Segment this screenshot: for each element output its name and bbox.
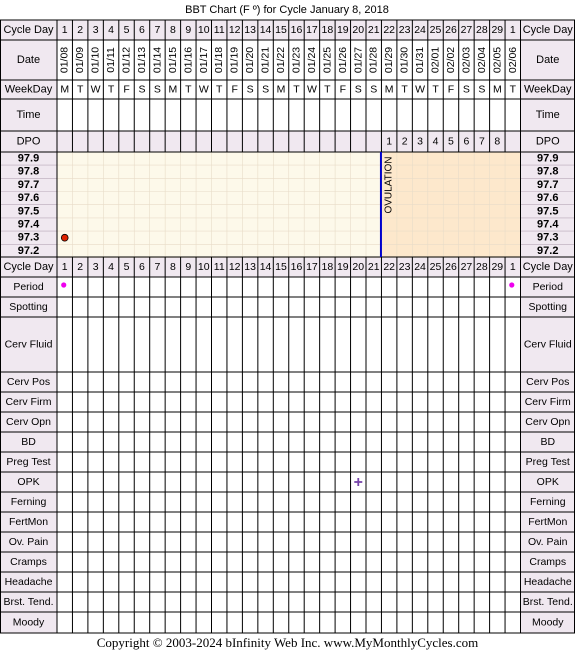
weekday-label: M xyxy=(276,83,286,96)
cycle-day-row-bg xyxy=(0,20,575,40)
cycle-day-number: 4 xyxy=(108,24,114,36)
obs-row-label: Period xyxy=(13,281,44,293)
cycle-day-number: 17 xyxy=(306,261,318,273)
cycle-day-number: 22 xyxy=(383,24,396,36)
cycle-day-number: 5 xyxy=(123,24,130,36)
obs-row-label: Spotting xyxy=(9,301,48,313)
cycle-day-number: 18 xyxy=(321,24,334,36)
row-label: DPO xyxy=(535,135,560,148)
obs-row-label: Cramps xyxy=(529,556,567,568)
weekday-label: W xyxy=(90,83,101,96)
cycle-day-number: 20 xyxy=(352,261,365,273)
dpo-number: 4 xyxy=(432,135,439,148)
weekday-label: T xyxy=(293,83,300,96)
row-label: Cycle Day xyxy=(522,261,573,273)
temp-label: 97.2 xyxy=(537,244,559,257)
cycle-day-number: 22 xyxy=(383,261,396,273)
cycle-day-number: 5 xyxy=(123,261,130,273)
obs-row-label: Preg Test xyxy=(525,456,570,468)
row-label: Time xyxy=(16,109,41,121)
period-mark xyxy=(61,282,66,287)
row-label: Cycle Day xyxy=(3,261,54,273)
cycle-day-number: 11 xyxy=(213,261,225,273)
cycle-day-number: 1 xyxy=(61,24,68,36)
date-label: 01/29 xyxy=(383,46,396,74)
weekday-label: M xyxy=(60,83,70,96)
cycle-day-number: 12 xyxy=(228,261,241,273)
dpo-number: 7 xyxy=(478,135,485,148)
obs-row-label: Cerv Fluid xyxy=(523,338,572,351)
date-label: 02/04 xyxy=(475,46,488,74)
obs-row-label: Cerv Fluid xyxy=(4,338,53,351)
weekday-label: S xyxy=(262,83,270,96)
weekday-label: T xyxy=(107,83,115,96)
cycle-day-number: 10 xyxy=(197,24,210,36)
cycle-day-number: 28 xyxy=(476,261,488,273)
temp-label: 97.7 xyxy=(537,178,559,191)
weekday-label: T xyxy=(216,83,223,96)
weekday-label: W xyxy=(415,83,426,96)
cycle-day-number: 26 xyxy=(445,261,457,273)
weekday-label: T xyxy=(432,83,439,96)
date-label: 01/18 xyxy=(213,46,226,74)
cycle-day-number: 11 xyxy=(213,24,225,36)
row-label: WeekDay xyxy=(524,83,572,96)
obs-row-label: Preg Test xyxy=(6,456,51,468)
date-label: 02/05 xyxy=(491,46,504,74)
date-label: 02/03 xyxy=(460,46,473,74)
obs-row-label: Cerv Firm xyxy=(524,396,571,408)
date-label: 01/08 xyxy=(58,46,71,74)
obs-row-label: Headache xyxy=(523,576,572,588)
cycle-day-number: 29 xyxy=(491,261,504,273)
row-label: Cycle Day xyxy=(522,24,573,36)
obs-row-label: Ferning xyxy=(529,496,566,508)
cycle-day-number: 21 xyxy=(367,24,380,36)
obs-row-label: Cramps xyxy=(10,556,47,568)
date-label: 01/12 xyxy=(120,46,133,74)
weekday-label: S xyxy=(478,83,486,96)
weekday-label: S xyxy=(462,83,470,96)
cycle-day-number: 3 xyxy=(92,261,99,273)
cycle-day-number: 27 xyxy=(460,261,473,273)
cycle-day-number: 7 xyxy=(154,24,161,36)
obs-row-label: BD xyxy=(21,436,36,448)
cycle-day-number: 14 xyxy=(259,261,272,273)
cycle-day-number: 4 xyxy=(108,261,114,273)
chart-title: BBT Chart (F º) for Cycle January 8, 2018 xyxy=(185,4,389,16)
dpo-number: 5 xyxy=(448,135,454,148)
cycle-day-number: 9 xyxy=(185,261,192,273)
cycle-day-number: 24 xyxy=(414,24,426,36)
temp-label: 97.4 xyxy=(17,218,40,231)
weekday-label: T xyxy=(185,83,192,96)
weekday-label: F xyxy=(231,83,238,96)
weekday-label: F xyxy=(339,83,347,96)
obs-row-label: Ov. Pain xyxy=(8,536,49,548)
cycle-day-number: 25 xyxy=(429,261,442,273)
obs-row-label: Ferning xyxy=(10,496,47,508)
cycle-day-number: 26 xyxy=(445,24,457,36)
dpo-row-bg xyxy=(0,131,575,152)
cycle-day-number: 24 xyxy=(414,261,426,273)
cycle-day-number: 6 xyxy=(139,24,145,36)
cycle-day-number: 2 xyxy=(77,24,84,36)
cycle-day-number: 19 xyxy=(336,24,349,36)
date-label: 02/06 xyxy=(506,46,519,74)
temp-label: 97.6 xyxy=(17,192,40,205)
weekday-label: T xyxy=(509,83,516,96)
temp-label: 97.8 xyxy=(537,165,559,178)
temperature-point xyxy=(61,234,68,241)
obs-row-label: FertMon xyxy=(528,516,568,528)
temp-label: 97.2 xyxy=(17,244,40,257)
dpo-number: 1 xyxy=(386,135,393,148)
cycle-day-number: 8 xyxy=(169,24,176,36)
weekday-label: F xyxy=(123,83,130,96)
obs-row-label: Spotting xyxy=(528,301,568,313)
weekday-label: F xyxy=(447,83,455,96)
ovulation-label: OVULATION xyxy=(383,156,395,214)
cycle-day-number: 15 xyxy=(275,24,287,36)
obs-row-label: OPK xyxy=(536,476,559,488)
weekday-label: S xyxy=(138,83,146,96)
cycle-day-number: 28 xyxy=(476,24,488,36)
temp-label: 97.9 xyxy=(537,152,559,165)
cycle-day-number: 12 xyxy=(228,24,241,36)
date-label: 01/13 xyxy=(135,46,148,74)
obs-row-label: Period xyxy=(532,281,563,293)
obs-row-label: Ov. Pain xyxy=(528,536,568,548)
obs-row-label: Cerv Opn xyxy=(525,416,571,428)
temp-label: 97.4 xyxy=(537,218,559,231)
cycle-day-number: 2 xyxy=(77,261,84,273)
cycle-day-number: 17 xyxy=(306,24,318,36)
date-label: 01/30 xyxy=(398,46,411,74)
weekday-label: M xyxy=(168,83,178,96)
temp-label: 97.5 xyxy=(17,205,40,218)
obs-row-label: Moody xyxy=(12,616,45,629)
temp-label: 97.3 xyxy=(17,231,40,244)
obs-row-label: Cerv Opn xyxy=(6,416,51,428)
row-label: Date xyxy=(536,54,560,66)
dpo-number: 3 xyxy=(417,135,423,148)
cycle-day-number: 10 xyxy=(197,261,210,273)
cycle-day-number: 13 xyxy=(244,261,256,273)
weekday-label: S xyxy=(354,83,362,96)
cycle-day-number: 1 xyxy=(509,261,516,273)
date-label: 01/11 xyxy=(105,47,118,73)
date-label: 01/23 xyxy=(290,46,303,74)
cycle-day-number: 29 xyxy=(491,24,504,36)
dpo-number: 6 xyxy=(463,135,470,148)
weekday-label: T xyxy=(401,83,408,96)
cycle-day-number: 27 xyxy=(460,24,473,36)
date-label: 01/14 xyxy=(151,46,164,74)
cycle-day-number: 16 xyxy=(290,261,303,273)
date-label: 01/20 xyxy=(244,46,257,74)
temp-label: 97.3 xyxy=(537,231,559,244)
date-label: 01/17 xyxy=(197,46,210,74)
weekday-label: T xyxy=(324,83,331,96)
row-label: Date xyxy=(16,54,41,66)
cycle-day-number: 21 xyxy=(367,261,380,273)
copyright-footer: Copyright © 2003-2024 bInfinity Web Inc. www.MyMonthlyCycles.com xyxy=(96,635,479,650)
row-label: WeekDay xyxy=(4,83,53,96)
cycle-day-number: 23 xyxy=(398,261,411,273)
obs-row-label: BD xyxy=(540,436,556,448)
temp-label: 97.9 xyxy=(17,152,40,165)
obs-row-label: Cerv Pos xyxy=(526,376,570,388)
date-label: 01/28 xyxy=(367,46,380,74)
date-label: 01/15 xyxy=(166,46,179,74)
cycle-day-row-bg xyxy=(0,257,575,277)
cycle-day-number: 23 xyxy=(398,24,411,36)
date-label: 02/02 xyxy=(444,46,457,74)
weekday-label: M xyxy=(492,83,502,96)
obs-row-label: Moody xyxy=(531,616,564,629)
temp-label: 97.7 xyxy=(17,178,40,191)
cycle-day-number: 7 xyxy=(154,261,161,273)
cycle-day-number: 25 xyxy=(429,24,442,36)
date-label: 01/26 xyxy=(336,46,349,74)
obs-row-label: Brst. Tend. xyxy=(522,596,573,608)
date-label: 01/21 xyxy=(259,46,272,74)
period-mark xyxy=(509,282,514,287)
obs-row-label: OPK xyxy=(17,476,40,488)
weekday-label: S xyxy=(153,83,161,96)
date-label: 01/10 xyxy=(89,46,102,74)
date-label: 02/01 xyxy=(429,46,442,74)
date-label: 01/22 xyxy=(275,46,288,74)
cycle-day-number: 1 xyxy=(509,24,516,36)
cycle-day-number: 9 xyxy=(185,24,192,36)
date-label: 01/19 xyxy=(228,46,241,74)
temp-label: 97.5 xyxy=(537,205,559,218)
obs-row-label: Cerv Firm xyxy=(5,396,52,408)
obs-row-label: FertMon xyxy=(8,516,49,528)
weekday-label: T xyxy=(76,83,84,96)
date-label: 01/27 xyxy=(352,46,365,74)
cycle-day-number: 13 xyxy=(244,24,256,36)
row-label: Time xyxy=(535,109,560,121)
weekday-label: M xyxy=(384,83,394,96)
cycle-day-number: 18 xyxy=(321,261,334,273)
date-label: 01/09 xyxy=(74,46,87,74)
weekday-label: W xyxy=(198,83,209,96)
row-label: Cycle Day xyxy=(3,24,54,36)
temp-label: 97.8 xyxy=(17,165,40,178)
date-label: 01/16 xyxy=(182,46,195,74)
obs-row-label: Headache xyxy=(4,576,53,588)
weekday-label: S xyxy=(246,83,254,96)
date-label: 01/25 xyxy=(321,46,334,74)
cycle-day-number: 14 xyxy=(259,24,272,36)
cycle-day-number: 3 xyxy=(92,24,99,36)
weekday-label: S xyxy=(370,83,378,96)
cycle-day-number: 15 xyxy=(275,261,287,273)
weekday-label: W xyxy=(306,83,317,96)
obs-row-label: Brst. Tend. xyxy=(3,596,54,608)
cycle-day-number: 6 xyxy=(139,261,145,273)
cycle-day-number: 16 xyxy=(290,24,303,36)
date-label: 01/31 xyxy=(414,46,427,74)
temp-label: 97.6 xyxy=(537,192,559,205)
cycle-day-number: 1 xyxy=(61,261,68,273)
cycle-day-number: 20 xyxy=(352,24,365,36)
dpo-number: 8 xyxy=(494,135,501,148)
date-label: 01/24 xyxy=(305,46,318,74)
cycle-day-number: 19 xyxy=(336,261,349,273)
cycle-day-number: 8 xyxy=(169,261,176,273)
row-label: DPO xyxy=(16,135,41,148)
obs-row-label: Cerv Pos xyxy=(6,376,51,388)
dpo-number: 2 xyxy=(401,135,408,148)
